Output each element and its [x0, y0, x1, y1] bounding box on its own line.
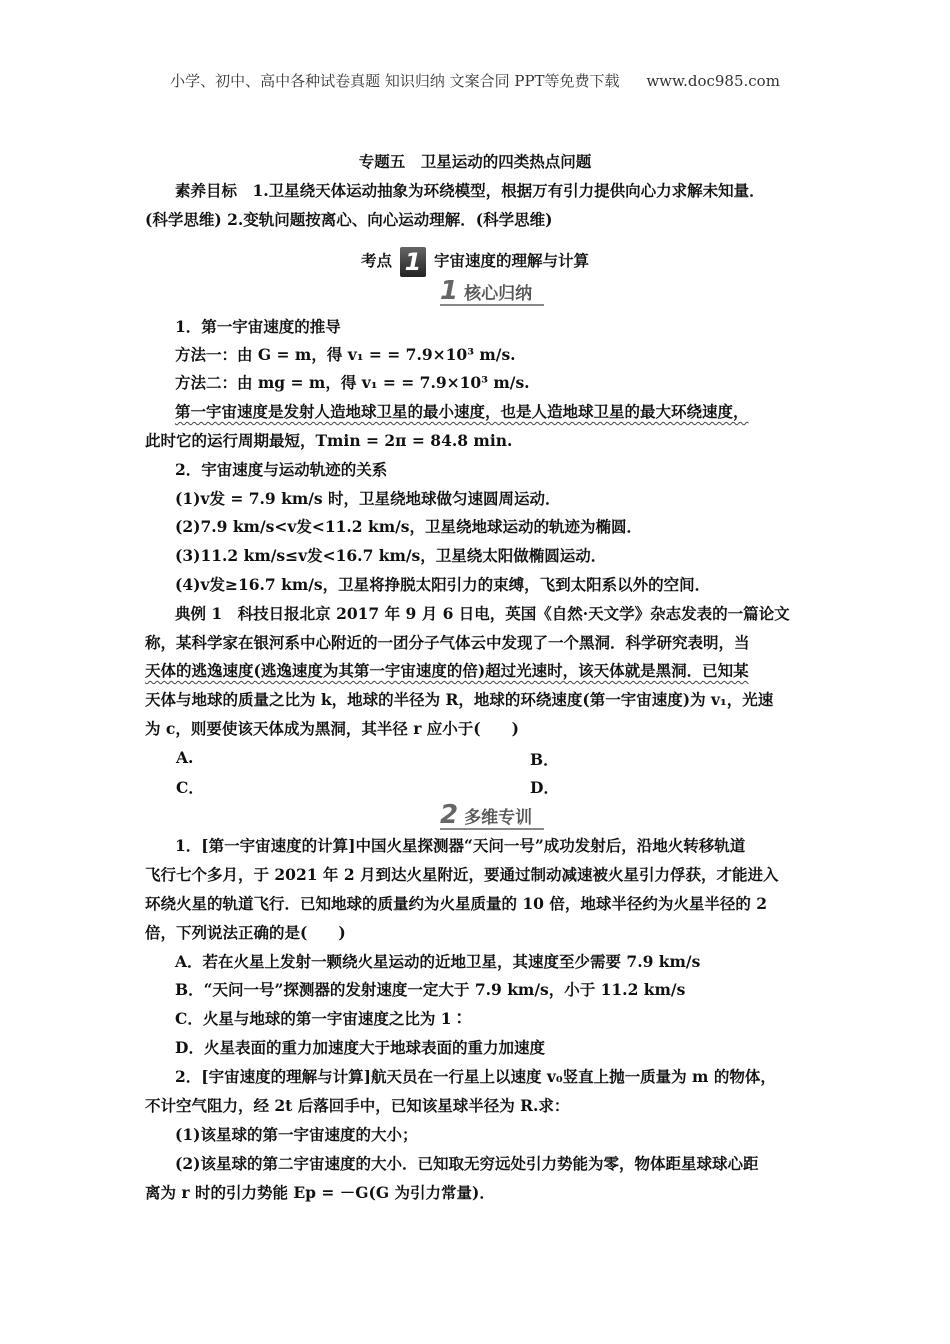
example-line-3: 天体的逃逸速度(逃逸速度为其第一宇宙速度的倍)超过光速时，该天体就是黑洞．已知某 — [145, 661, 749, 680]
method-1: 方法一：由 G = m，得 v₁ = = 7.9×10³ m/s. — [175, 345, 516, 364]
header-url[interactable]: www.doc985.com — [646, 72, 780, 90]
goals-line-1: 素养目标 1.卫星绕天体运动抽象为环绕模型，根据万有引力提供向心力求解未知量． — [175, 181, 765, 200]
example-choice-d[interactable]: D． — [530, 778, 559, 797]
example-line-1: 典例 1 科技日报北京 2017 年 9 月 6 日电，英国《自然·天文学》杂志发表的一篇论文 — [175, 604, 790, 623]
relation-4: (4)v发≥16.7 km/s，卫星将挣脱太阳引力的束缚，飞到太阳系以外的空间． — [175, 575, 711, 594]
page-header — [0, 70, 950, 91]
example-choice-a[interactable]: A. — [176, 748, 194, 767]
q1-line-1: 1．[第一宇宙速度的计算]中国火星探测器“天问一号”成功发射后，沿地火转移轨道 — [175, 836, 746, 855]
q1-line-2: 飞行七个多月，于 2021 年 2 月到达火星附近，要通过制动减速被火星引力俘获，才能进入 — [145, 865, 779, 884]
q1-line-4: 倍，下列说法正确的是( ) — [145, 923, 346, 942]
core-heading-2: 2．宇宙速度与运动轨迹的关系 — [175, 460, 388, 479]
q2-subquestion-2-line-1: (2)该星球的第二宇宙速度的大小．已知取无穷远处引力势能为零，物体距星球球心距 — [175, 1154, 759, 1173]
example-line-2: 称，某科学家在银河系中心附近的一团分子气体云中发现了一个黑洞．科学研究表明，当 — [145, 633, 750, 652]
q1-choice-d[interactable]: D．火星表面的重力加速度大于地球表面的重力加速度 — [175, 1038, 545, 1057]
q2-line-2: 不计空气阻力，经 2t 后落回手中，已知该星球半径为 R.求： — [145, 1096, 570, 1115]
example-line-5: 为 c，则要使该天体成为黑洞，其半径 r 应小于( ) — [145, 719, 519, 738]
core-paragraph-line-2: 此时它的运行周期最短，Tmin = 2π = 84.8 min. — [145, 431, 513, 450]
q1-choice-a[interactable]: A．若在火星上发射一颗绕火星运动的近地卫星，其速度至少需要 7.9 km/s — [175, 952, 701, 971]
method-2: 方法二：由 mg = m，得 v₁ = = 7.9×10³ m/s. — [175, 373, 530, 392]
banner-number: 1 — [440, 276, 459, 306]
core-heading-1: 1．第一宇宙速度的推导 — [175, 317, 341, 336]
q1-line-3: 环绕火星的轨道飞行．已知地球的质量约为火星质量的 10 倍，地球半径约为火星半径的 2 — [145, 894, 768, 913]
core-paragraph-line-1: 第一宇宙速度是发射人造地球卫星的最小速度，也是人造地球卫星的最大环绕速度， — [175, 402, 749, 421]
goals-line-2: (科学思维) 2.变轨问题按离心、向心运动理解．(科学思维) — [145, 210, 553, 229]
example-line-4: 天体与地球的质量之比为 k，地球的半径为 R，地球的环绕速度(第一宇宙速度)为 v₁，光速 — [145, 690, 774, 709]
topic-number-badge: 1 — [400, 247, 426, 277]
topic-heading — [0, 247, 950, 277]
relation-2: (2)7.9 km/s<v发<11.2 km/s，卫星绕地球运动的轨迹为椭圆． — [175, 517, 642, 536]
relation-1: (1)v发 = 7.9 km/s 时，卫星绕地球做匀速圆周运动． — [175, 489, 561, 508]
q2-line-1: 2．[宇宙速度的理解与计算]航天员在一行星上以速度 v₀竖直上抛一质量为 m 的物体， — [175, 1067, 776, 1086]
section-banner-practice — [440, 800, 544, 830]
section-banner-core — [440, 276, 544, 306]
page-title: 专题五 卫星运动的四类热点问题 — [358, 152, 592, 171]
banner-number: 2 — [440, 800, 459, 830]
example-choice-c[interactable]: C． — [176, 778, 204, 797]
q2-subquestion-1: (1)该星球的第一宇宙速度的大小； — [175, 1125, 418, 1144]
banner-label: 核心归纳 — [464, 284, 533, 304]
header-text: 小学、初中、高中各种试卷真题 知识归纳 文案合同 PPT等免费下载 — [170, 72, 620, 90]
banner-label: 多维专训 — [464, 808, 533, 828]
relation-3: (3)11.2 km/s≤v发<16.7 km/s，卫星绕太阳做椭圆运动． — [175, 546, 607, 565]
q2-subquestion-2-line-2: 离为 r 时的引力势能 Ep = －G(G 为引力常量)． — [145, 1183, 495, 1202]
topic-name: 宇宙速度的理解与计算 — [434, 251, 590, 270]
example-choice-b[interactable]: B． — [530, 750, 559, 769]
q1-choice-c[interactable]: C．火星与地球的第一宇宙速度之比为 1∶ — [175, 1009, 468, 1028]
topic-prefix: 考点 — [360, 251, 392, 270]
q1-choice-b[interactable]: B．“天问一号”探测器的发射速度一定大于 7.9 km/s，小于 11.2 km/s — [175, 980, 686, 999]
